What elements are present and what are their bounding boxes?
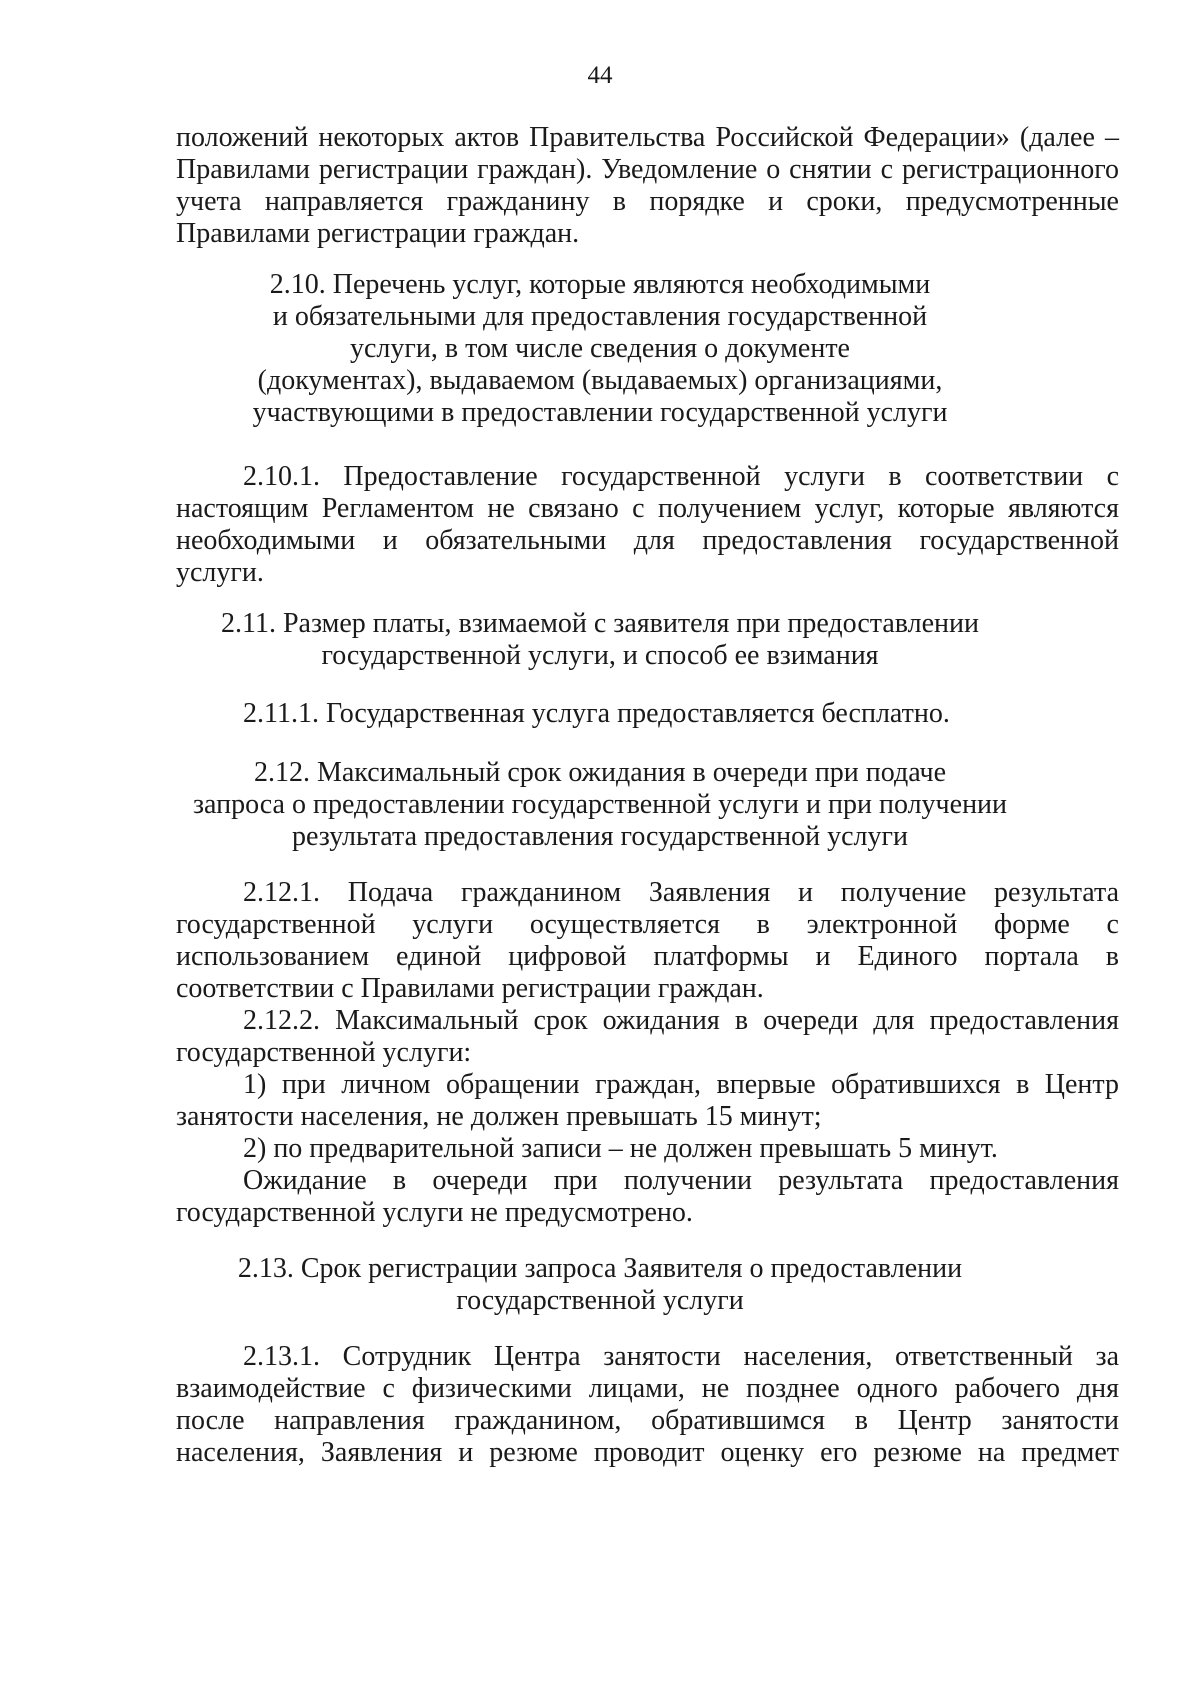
text-line: занятости населения, не должен превышать 15 минут; xyxy=(176,1101,822,1132)
text-line: использованием единой цифровой платформы и Единого портала в xyxy=(176,941,1119,972)
section-heading-line: 2.11. Размер платы, взимаемой с заявителя при предоставлении xyxy=(221,608,979,639)
section-heading-line: результата предоставления государственной услуги xyxy=(292,821,908,852)
text-line: Правилами регистрации граждан). Уведомление о снятии с регистрационного xyxy=(176,154,1119,185)
text-line: соответствии с Правилами регистрации граждан. xyxy=(176,973,764,1004)
text-line: 1) при личном обращении граждан, впервые обратившихся в Центр xyxy=(243,1069,1119,1100)
section-heading-line: и обязательными для предоставления государственной xyxy=(272,301,928,332)
section-heading-line: 2.13. Срок регистрации запроса Заявителя о предоставлении xyxy=(237,1253,963,1284)
text-line: 2.13.1. Сотрудник Центра занятости населения, ответственный за xyxy=(243,1341,1119,1372)
text-line: 2.10.1. Предоставление государственной услуги в соответствии с xyxy=(243,461,1119,492)
text-line: 2) по предварительной записи – не должен превышать 5 минут. xyxy=(243,1133,998,1164)
text-line: положений некоторых актов Правительства Российской Федерации» (далее – xyxy=(176,122,1119,153)
section-heading-line: запроса о предоставлении государственной услуги и при получении xyxy=(192,789,1008,820)
text-line: после направления гражданином, обратившимся в Центр занятости xyxy=(176,1405,1119,1436)
text-line: населения, Заявления и резюме проводит оценку его резюме на предмет xyxy=(176,1437,1119,1468)
section-heading-line: 2.12. Максимальный срок ожидания в очереди при подаче xyxy=(253,757,947,788)
section-heading-line: услуги, в том числе сведения о документе xyxy=(350,333,850,364)
text-line: настоящим Регламентом не связано с получением услуг, которые являются xyxy=(176,493,1119,524)
text-line: Правилами регистрации граждан. xyxy=(176,218,580,249)
text-line: государственной услуги: xyxy=(176,1037,472,1068)
section-heading-line: (документах), выдаваемом (выдаваемых) организациями, xyxy=(257,365,943,396)
text-line: услуги. xyxy=(176,557,264,588)
text-line: Ожидание в очереди при получении результата предоставления xyxy=(243,1165,1119,1196)
text-line: необходимыми и обязательными для предоставления государственной xyxy=(176,525,1119,556)
text-line: 2.11.1. Государственная услуга предоставляется бесплатно. xyxy=(243,698,950,729)
text-line: учета направляется гражданину в порядке и сроки, предусмотренные xyxy=(176,186,1119,217)
text-line: 2.12.1. Подача гражданином Заявления и получение результата xyxy=(243,877,1119,908)
section-heading-line: государственной услуги, и способ ее взимания xyxy=(321,640,879,671)
section-heading-line: государственной услуги xyxy=(456,1285,744,1316)
section-heading-line: 2.10. Перечень услуг, которые являются необходимыми xyxy=(269,269,931,300)
text-line: взаимодействие с физическими лицами, не позднее одного рабочего дня xyxy=(176,1373,1119,1404)
section-heading-line: участвующими в предоставлении государственной услуги xyxy=(252,397,948,428)
text-line: государственной услуги не предусмотрено. xyxy=(176,1197,693,1228)
text-line: 2.12.2. Максимальный срок ожидания в очереди для предоставления xyxy=(243,1005,1119,1036)
page-number: 44 xyxy=(587,62,613,89)
text-line: государственной услуги осуществляется в электронной форме с xyxy=(176,909,1119,940)
